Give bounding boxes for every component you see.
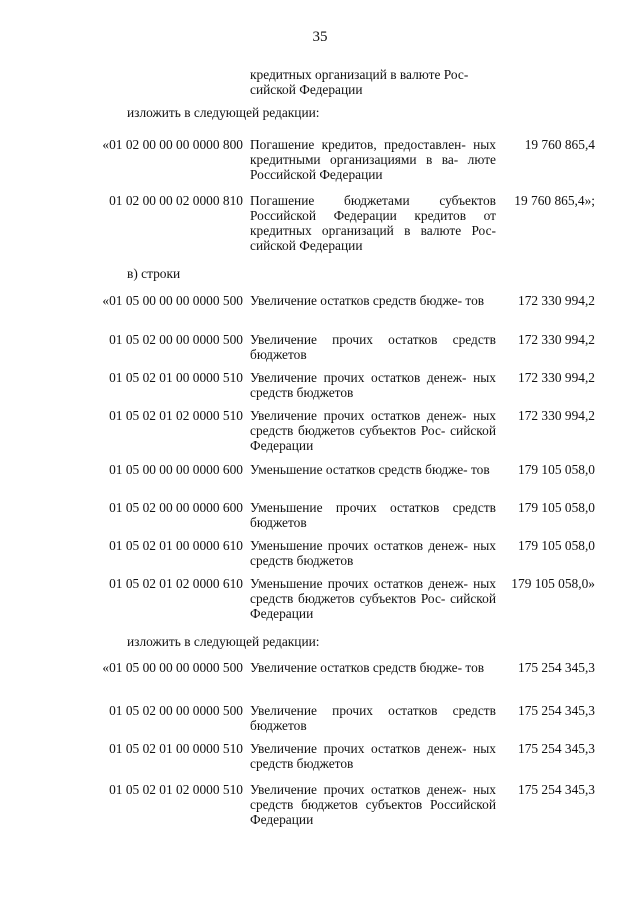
row-description: Увеличение прочих остатков денеж- ных средств бюджетов (250, 370, 496, 400)
section-lead: в) строки (127, 266, 181, 281)
row-value: 179 105 058,0» (511, 576, 595, 591)
row-value: 172 330 994,2 (518, 293, 595, 308)
row-description: Погашение бюджетами субъектов Российской Федерации кредитов от кредитных организаций в валюте Рос- сийской Федерации (250, 193, 496, 253)
row-value: 175 254 345,3 (518, 741, 595, 756)
row-value: 172 330 994,2 (518, 332, 595, 347)
row-code: 01 05 02 00 00 0000 500 (109, 332, 243, 347)
row-code: 01 05 02 01 00 0000 510 (109, 370, 243, 385)
row-description: Увеличение прочих остатков денеж- ных средств бюджетов субъектов Рос- сийской Федерации (250, 408, 496, 453)
row-code: 01 05 02 01 00 0000 610 (109, 538, 243, 553)
row-code: 01 05 02 01 02 0000 610 (109, 576, 243, 591)
intro-line: сийской Федерации (250, 82, 363, 97)
row-description: Уменьшение прочих остатков денеж- ных средств бюджетов субъектов Рос- сийской Федерации (250, 576, 496, 621)
row-code: 01 05 02 01 00 0000 510 (109, 741, 243, 756)
row-value: 179 105 058,0 (518, 462, 595, 477)
row-value: 175 254 345,3 (518, 782, 595, 797)
row-value: 175 254 345,3 (518, 660, 595, 675)
row-value: 19 760 865,4 (524, 137, 595, 152)
intro-text (250, 67, 468, 97)
row-description: Уменьшение остатков средств бюдже- тов (250, 462, 490, 477)
row-value: 19 760 865,4»; (514, 193, 595, 208)
row-description: Увеличение прочих остатков средств бюджетов (250, 703, 496, 733)
row-value: 179 105 058,0 (518, 500, 595, 515)
row-description: Увеличение прочих остатков денеж- ных средств бюджетов субъектов Российской Федерации (250, 782, 496, 827)
row-value: 179 105 058,0 (518, 538, 595, 553)
row-code: 01 05 02 01 02 0000 510 (109, 408, 243, 423)
row-value: 172 330 994,2 (518, 408, 595, 423)
row-value: 175 254 345,3 (518, 703, 595, 718)
row-code: 01 05 02 01 02 0000 510 (109, 782, 243, 797)
row-description: Погашение кредитов, предоставлен- ных кредитными организациями в ва- люте Российской Федерации (250, 137, 496, 182)
row-code: «01 05 00 00 00 0000 500 (102, 293, 243, 308)
row-code: «01 02 00 00 00 0000 800 (102, 137, 243, 152)
section-lead: изложить в следующей редакции: (127, 634, 320, 649)
row-description: Уменьшение прочих остатков средств бюджетов (250, 500, 496, 530)
row-code: «01 05 00 00 00 0000 500 (102, 660, 243, 675)
row-code: 01 05 00 00 00 0000 600 (109, 462, 243, 477)
section-lead: изложить в следующей редакции: (127, 105, 320, 120)
row-description: Увеличение остатков средств бюдже- тов (250, 660, 485, 675)
row-description: Увеличение остатков средств бюдже- тов (250, 293, 485, 308)
row-value: 172 330 994,2 (518, 370, 595, 385)
row-description: Увеличение прочих остатков средств бюджетов (250, 332, 496, 362)
row-description: Увеличение прочих остатков денеж- ных средств бюджетов (250, 741, 496, 771)
page-number: 35 (312, 29, 328, 45)
row-description: Уменьшение прочих остатков денеж- ных средств бюджетов (250, 538, 496, 568)
row-code: 01 02 00 00 02 0000 810 (109, 193, 243, 208)
row-code: 01 05 02 00 00 0000 600 (109, 500, 243, 515)
intro-line: кредитных организаций в валюте Рос- (250, 67, 469, 82)
row-code: 01 05 02 00 00 0000 500 (109, 703, 243, 718)
